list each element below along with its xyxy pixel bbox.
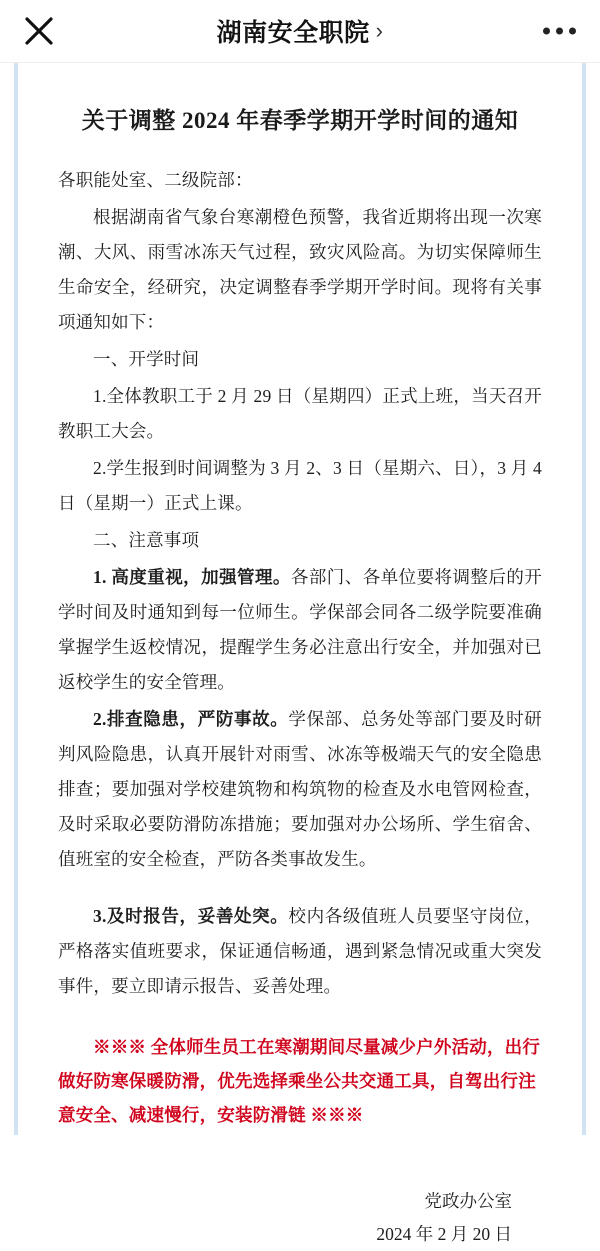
dot-2: [556, 28, 563, 35]
account-name: 湖南安全职院: [216, 19, 370, 47]
paragraph-salutation: 各职能处室、二级院部：: [58, 170, 253, 191]
item-4-body: 学保部、总务处等部门要及时研判风险隐患，认真开展针对雨雪、冰冻等极端天气的安全隐患排查；要加强对学校建筑物和构筑物的检查及水电管网检查，及时采取必要防滑防冻措施；要加强对办公场所、学生宿舍、值班室的安全检查，严防各类事故发生。: [58, 709, 542, 870]
paragraph-item-4: [58, 702, 542, 877]
heading-section-one: 一、开学时间: [93, 349, 200, 370]
more-dots-icon[interactable]: [543, 28, 576, 35]
dot-3: [569, 28, 576, 35]
item-5-lead: 3.及时报告，妥善处突。: [93, 906, 289, 927]
signature-block: [58, 1185, 542, 1251]
paragraph-item-2: 2.学生报到时间调整为 3 月 2、3 日（星期六、日），3 月 4 日（星期一）正式上课。: [58, 458, 542, 514]
item-3-body: 各部门、各单位要将调整后的开学时间及时通知到每一位师生。学保部会同各二级学院要准确掌握学生返校情况，提醒学生务必注意出行安全，并加强对已返校学生的安全管理。: [58, 567, 542, 693]
signature-date: 2024 年 2 月 20 日: [376, 1223, 512, 1244]
safety-notice: ※※※ 全体师生员工在寒潮期间尽量减少户外活动，出行做好防寒保暖防滑，优先选择乘坐公共交通工具，自驾出行注意安全、减速慢行，安装防滑链 ※※※: [58, 1037, 541, 1126]
paragraph-item-5: [58, 899, 542, 1004]
document-sheet: [14, 63, 586, 1244]
chevron-right-icon: ›: [375, 18, 384, 43]
paragraph-background: 根据湖南省气象台寒潮橙色预警，我省近期将出现一次寒潮、大风、雨雪冰冻天气过程，致灾风险高。为切实保障师生生命安全，经研究，决定调整春季学期开学时间。现将有关事项通知如下：: [58, 207, 542, 333]
close-icon[interactable]: [22, 14, 56, 48]
item-3-lead: 1. 高度重视，加强管理。: [93, 567, 291, 588]
page-title[interactable]: [217, 13, 384, 49]
paragraph-item-1: 1.全体教职工于 2 月 29 日（星期四）正式上班，当天召开教职工大会。: [58, 386, 542, 442]
document-title: 关于调整 2024 年春季学期开学时间的通知: [81, 108, 519, 133]
signature-organization: 党政办公室: [424, 1190, 512, 1211]
heading-section-two: 二、注意事项: [93, 530, 200, 551]
paragraph-item-3: [58, 560, 542, 700]
dot-1: [543, 28, 550, 35]
article-scroll-area[interactable]: [0, 63, 600, 1244]
item-5-body: 校内各级值班人员要坚守岗位，严格落实值班要求，保证通信畅通，遇到紧急情况或重大突发事件，要立即请示报告、妥善处理。: [58, 906, 542, 997]
item-4-lead: 2.排查隐患，严防事故。: [93, 709, 289, 730]
top-navigation-bar: [0, 0, 600, 63]
